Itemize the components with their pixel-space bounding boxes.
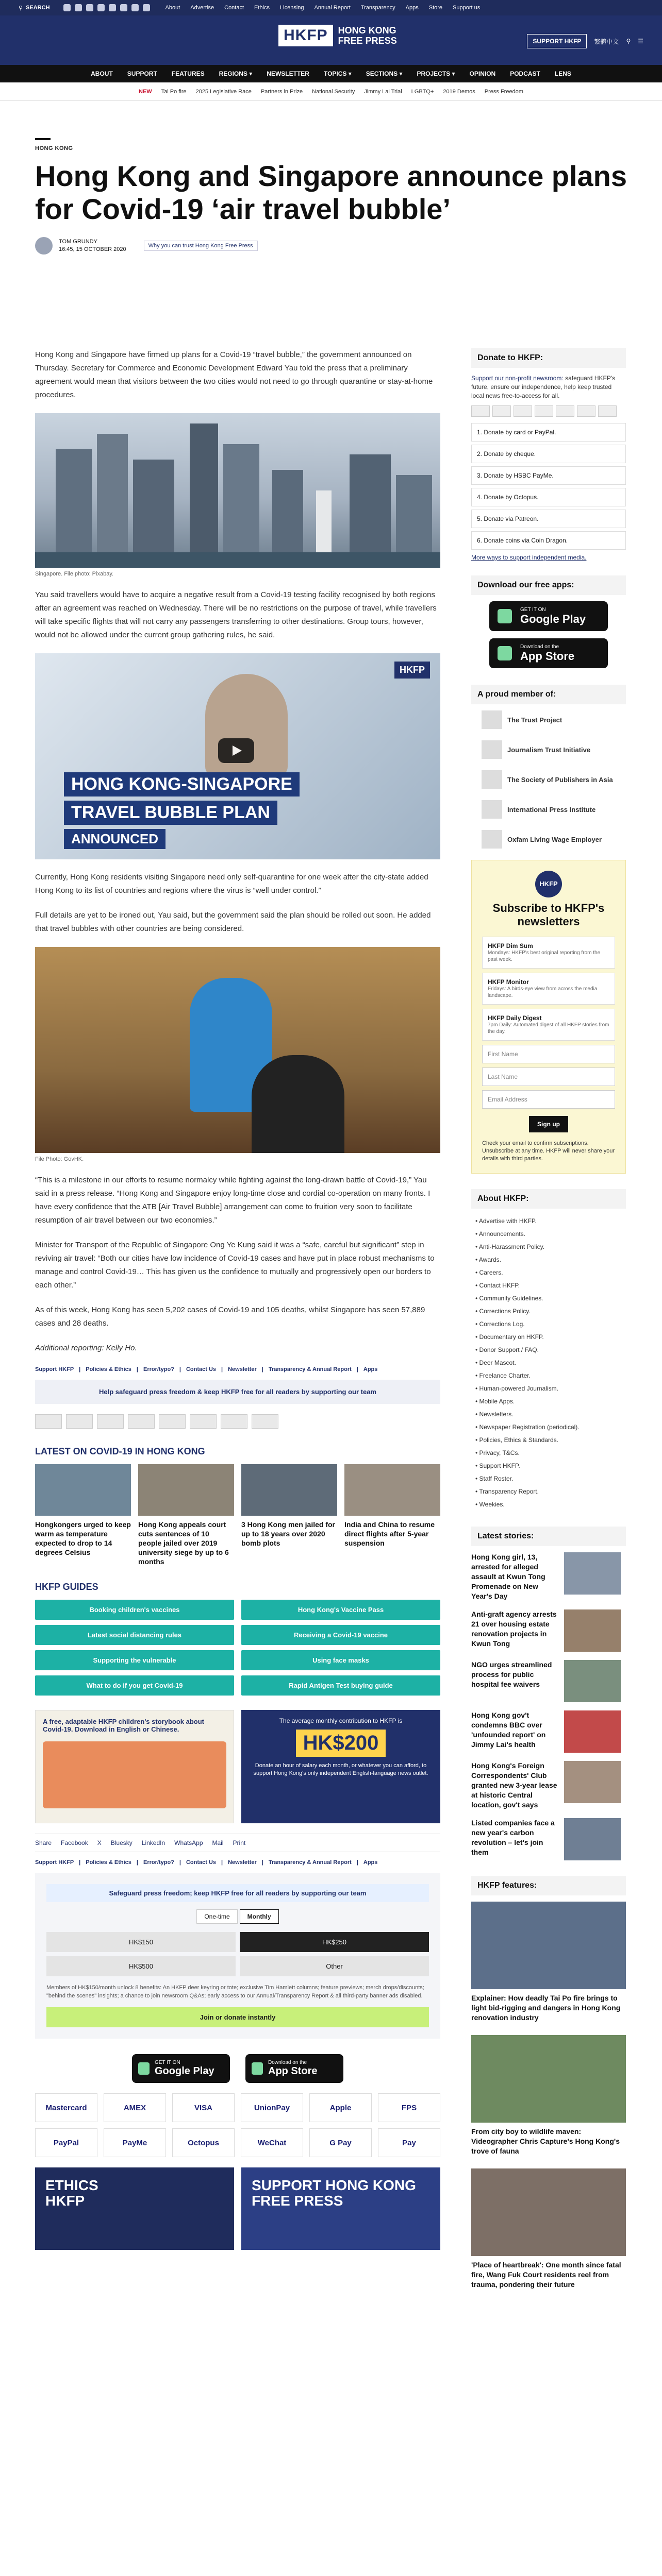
join-button[interactable]: Join or donate instantly bbox=[46, 2007, 429, 2027]
story-item[interactable]: Hong Kong girl, 13, arrested for alleged assault at Kwun Tong Promenade on New Year's Day bbox=[471, 1552, 626, 1601]
donate-option[interactable]: 5. Donate via Patreon. bbox=[471, 510, 626, 528]
gpay-logo: G Pay bbox=[309, 2128, 372, 2157]
trending-link[interactable]: Partners in Prize bbox=[260, 88, 303, 95]
trust-link[interactable]: Why you can trust Hong Kong Free Press bbox=[144, 241, 258, 251]
newsletter-option[interactable]: HKFP Monitor Fridays: A birds-eye view from across the media landscape. bbox=[482, 973, 615, 1005]
share-mail[interactable]: Mail bbox=[212, 1839, 224, 1846]
footer-link[interactable]: Apps bbox=[363, 1859, 378, 1866]
site-logo[interactable] bbox=[278, 25, 397, 46]
latest-card[interactable]: Hong Kong appeals court cuts sentences of 10 people jailed over 2019 university siege by up to 6 months bbox=[138, 1464, 234, 1566]
publish-date: 16:45, 15 OCTOBER 2020 bbox=[59, 246, 126, 252]
paypal-logo: PayPal bbox=[35, 2128, 97, 2157]
about-link[interactable]: • Weekies. bbox=[475, 1498, 626, 1511]
video-logo: HKFP bbox=[394, 662, 430, 679]
features-title: HKFP features: bbox=[471, 1876, 626, 1895]
octopus-logo: Octopus bbox=[172, 2128, 235, 2157]
toplink-support[interactable]: Support us bbox=[453, 5, 481, 11]
footer-link[interactable]: Apps bbox=[363, 1366, 378, 1372]
nav-features[interactable]: FEATURES bbox=[171, 70, 205, 77]
photo-caption: File Photo: GovHK. bbox=[35, 1156, 84, 1162]
nav-projects[interactable]: PROJECTS ▾ bbox=[417, 70, 455, 77]
trust-project-logo bbox=[482, 710, 502, 729]
share-print[interactable]: Print bbox=[233, 1839, 246, 1846]
author-avatar bbox=[35, 237, 53, 255]
contribution-ad[interactable]: The average monthly contribution to HKFP is HK$200 Donate an hour of salary each month, or whatever you can afford, to support Hong Kong's only independent English-language news outlet. bbox=[241, 1710, 440, 1823]
footer-link[interactable]: Transparency & Annual Report bbox=[268, 1859, 352, 1866]
oxfam-logo bbox=[482, 830, 502, 849]
octopus-logo bbox=[252, 1414, 278, 1429]
bluesky-icon[interactable] bbox=[109, 4, 116, 11]
donate-option[interactable]: 4. Donate by Octopus. bbox=[471, 488, 626, 506]
nav-regions[interactable]: REGIONS ▾ bbox=[219, 70, 253, 77]
about-link[interactable]: • Donor Support / FAQ. bbox=[475, 1344, 626, 1357]
unionpay-logo bbox=[159, 1414, 186, 1429]
paragraph: Full details are yet to be ironed out, Yau said, but the government said the plan should be rolled out soon. He added that travel bubbles with other countries are being considered. bbox=[35, 911, 431, 933]
footer-link[interactable]: Policies & Ethics bbox=[86, 1859, 131, 1866]
about-link[interactable]: • Newsletters. bbox=[475, 1408, 626, 1421]
freq-one-time[interactable]: One-time bbox=[196, 1909, 237, 1924]
latest-card[interactable]: Hongkongers urged to keep warm as temperature expected to drop to 14 degrees Celsius bbox=[35, 1464, 131, 1566]
donate-panel-heading: Safeguard press freedom; keep HKFP free for all readers by supporting our team bbox=[46, 1884, 429, 1902]
new-badge: NEW bbox=[139, 88, 152, 95]
visa-logo bbox=[492, 405, 511, 417]
logo-words: HONG KONG FREE PRESS bbox=[338, 25, 397, 46]
trending-link[interactable]: Press Freedom bbox=[484, 88, 523, 95]
story-item[interactable]: NGO urges streamlined process for public hospital fee waivers bbox=[471, 1660, 626, 1702]
instagram-icon[interactable] bbox=[86, 4, 93, 11]
share-facebook[interactable]: Facebook bbox=[61, 1839, 88, 1846]
trending-link[interactable]: LGBTQ+ bbox=[411, 88, 434, 95]
latest-thumb bbox=[35, 1464, 131, 1516]
toplink-licensing[interactable]: Licensing bbox=[280, 5, 304, 11]
paragraph: Currently, Hong Kong residents visiting Singapore need only self-quarantine for one week after the city-state added Hong Kong to its list of countries and regions where the virus is “well under control.” bbox=[35, 873, 428, 895]
apple-logo: Apple bbox=[309, 2093, 372, 2122]
amex-logo bbox=[514, 405, 532, 417]
support-promo[interactable]: SUPPORT HONG KONG FREE PRESS bbox=[241, 2167, 440, 2250]
applepay-logo bbox=[190, 1414, 217, 1429]
email-field[interactable]: Email Address bbox=[482, 1090, 615, 1109]
paragraph: Minister for Transport of the Republic of Singapore Ong Ye Kung said it was a “safe, careful but significant” step in reviving air travel: “Both our cities have low incidence of Covid-19 cases and have put in place robust mechanisms to manage and control Covid-19… This has given us the confidence to mutually and progressively open our borders to each other.” bbox=[35, 1241, 435, 1290]
amount-option[interactable]: HK$150 bbox=[46, 1932, 236, 1952]
masthead bbox=[0, 15, 662, 65]
top-utility-bar bbox=[0, 0, 662, 15]
nav-podcast[interactable]: PODCAST bbox=[510, 70, 540, 77]
byline bbox=[35, 237, 628, 255]
donate-option[interactable]: 2. Donate by cheque. bbox=[471, 445, 626, 463]
paragraph: Additional reporting: Kelly Ho. bbox=[35, 1344, 137, 1352]
freq-monthly[interactable]: Monthly bbox=[240, 1909, 279, 1924]
nav-topics[interactable]: TOPICS ▾ bbox=[323, 70, 352, 77]
about-link[interactable]: • Awards. bbox=[475, 1253, 626, 1266]
article-footer-links: Support HKFP | Policies & Ethics | Error/typo? | Contact Us | Newsletter | Transparency & Annual Report | Apps bbox=[35, 1859, 378, 1866]
footer-link[interactable]: Newsletter bbox=[228, 1859, 257, 1866]
toplink-contact[interactable]: Contact bbox=[224, 5, 244, 11]
about-link[interactable]: • Community Guidelines. bbox=[475, 1292, 626, 1305]
footer-link[interactable]: Error/typo? bbox=[143, 1859, 174, 1866]
singapore-photo bbox=[35, 413, 440, 568]
article-footer-links: Support HKFP | Policies & Ethics | Error/typo? | Contact Us | Newsletter | Transparency & Annual Report | Apps bbox=[35, 1366, 378, 1372]
article-body bbox=[35, 348, 440, 2250]
guide-button[interactable]: Rapid Antigen Test buying guide bbox=[241, 1675, 440, 1696]
video-title: HONG KONG-SINGAPORE TRAVEL BUBBLE PLAN ANNOUNCED bbox=[64, 768, 300, 849]
guide-button[interactable]: Using face masks bbox=[241, 1650, 440, 1670]
story-item[interactable]: Listed companies face a new year's carbon revolution – let's join them bbox=[471, 1818, 626, 1860]
latest-thumb bbox=[344, 1464, 440, 1516]
about-link[interactable]: • Contact HKFP. bbox=[475, 1279, 626, 1292]
fps-logo: FPS bbox=[378, 2093, 440, 2122]
feature-item[interactable]: From city boy to wildlife maven: Videographer Chris Capture's Hong Kong's trove of fauna bbox=[471, 2035, 626, 2156]
about-link[interactable]: • Corrections Policy. bbox=[475, 1305, 626, 1318]
trending-link[interactable]: National Security bbox=[312, 88, 355, 95]
trending-link[interactable]: 2019 Demos bbox=[443, 88, 475, 95]
wechat-logo: WeChat bbox=[241, 2128, 303, 2157]
feature-thumb bbox=[471, 1902, 626, 1989]
promo-ads bbox=[35, 1710, 440, 1823]
story-thumb bbox=[564, 1660, 621, 1702]
toplink-about[interactable]: About bbox=[165, 5, 180, 11]
share-whatsapp[interactable]: WhatsApp bbox=[174, 1839, 203, 1846]
about-link[interactable]: • Advertise with HKFP. bbox=[475, 1215, 626, 1228]
toplink-apps[interactable]: Apps bbox=[405, 5, 419, 11]
newsletter-option[interactable]: HKFP Daily Digest 7pm Daily: Automated digest of all HKFP stories from the day. bbox=[482, 1009, 615, 1041]
newsletter-title: Subscribe to HKFP's newsletters bbox=[492, 902, 605, 928]
promo-row bbox=[35, 2167, 440, 2250]
applepay-logo bbox=[577, 405, 595, 417]
story-thumb bbox=[564, 1552, 621, 1595]
donate-title: Donate to HKFP: bbox=[471, 348, 626, 368]
guide-button[interactable]: Hong Kong's Vaccine Pass bbox=[241, 1600, 440, 1620]
jti-logo bbox=[482, 740, 502, 759]
googlepay-logo bbox=[221, 1414, 247, 1429]
donate-intro: Support our non-profit newsroom: safeguard HKFP's future, ensure our independence, help keep trusted local news free-to-access for all. bbox=[471, 375, 616, 399]
guide-button[interactable]: Receiving a Covid-19 vaccine bbox=[241, 1625, 440, 1645]
x-icon[interactable] bbox=[63, 4, 71, 11]
main-nav bbox=[0, 65, 662, 82]
footer-link[interactable]: Contact Us bbox=[186, 1366, 217, 1372]
signup-button[interactable]: Sign up bbox=[529, 1116, 568, 1132]
about-link[interactable]: • Deer Mascot. bbox=[475, 1357, 626, 1369]
menu-icon[interactable]: ☰ bbox=[638, 38, 643, 45]
latest-section-title: LATEST ON COVID-19 IN HONG KONG bbox=[35, 1446, 205, 1456]
newsletter-option[interactable]: HKFP Dim Sum Mondays: HKFP's best original reporting from the past week. bbox=[482, 937, 615, 969]
author-name[interactable]: TOM GRUNDY bbox=[59, 239, 97, 245]
trending-link[interactable]: 2025 Legislative Race bbox=[195, 88, 252, 95]
article-title: Hong Kong and Singapore announce plans for Covid-19 ‘air travel bubble’ bbox=[35, 160, 627, 225]
more-ways-link[interactable]: More ways to support independent media. bbox=[471, 554, 587, 561]
trending-bar bbox=[0, 82, 662, 101]
youtube-icon[interactable] bbox=[143, 4, 150, 11]
latest-grid bbox=[35, 1464, 440, 1566]
applepay-logo: Pay bbox=[378, 2128, 440, 2157]
about-link[interactable]: • Freelance Charter. bbox=[475, 1369, 626, 1382]
newsletter-note: Check your email to confirm subscriptions. Unsubscribe at any time. HKFP will never share your details with third parties. bbox=[482, 1140, 615, 1162]
storybook-illustration bbox=[43, 1741, 226, 1808]
paragraph: Yau said travellers would have to acquire a negative result from a Covid-19 testing facility recognised by both regions after an agreement was reached on Wednesday. There will be no restrictions on the purpose of travel, while travellers will take specific flights that will not carry any passengers transferring to other destinations. Group tours, however, would not be allowed under the current group gathering rules, he said. bbox=[35, 590, 437, 639]
logo-mark: HKFP bbox=[278, 25, 333, 46]
toplink-ethics[interactable]: Ethics bbox=[254, 5, 270, 11]
payment-logos bbox=[35, 1414, 440, 1429]
article-category[interactable]: HONG KONG bbox=[35, 145, 73, 151]
nav-lens[interactable]: LENS bbox=[554, 70, 571, 77]
story-item[interactable]: Anti-graft agency arrests 21 over housing estate renovation projects in Kwun Tong bbox=[471, 1609, 626, 1652]
about-link[interactable]: • Support HKFP. bbox=[475, 1460, 626, 1472]
about-link[interactable]: • Staff Roster. bbox=[475, 1472, 626, 1485]
support-hkfp-button[interactable]: SUPPORT HKFP bbox=[527, 34, 587, 48]
amex-logo bbox=[97, 1414, 124, 1429]
mastercard-logo: Mastercard bbox=[35, 2093, 97, 2122]
first-name-field[interactable]: First Name bbox=[482, 1045, 615, 1063]
facebook-icon[interactable] bbox=[75, 4, 82, 11]
footer-link[interactable]: Contact Us bbox=[186, 1859, 217, 1866]
about-link[interactable]: • Privacy, T&Cs. bbox=[475, 1447, 626, 1460]
about-link[interactable]: • Careers. bbox=[475, 1266, 626, 1279]
nav-newsletter[interactable]: NEWSLETTER bbox=[267, 70, 309, 77]
guide-button[interactable]: Latest social distancing rules bbox=[35, 1625, 234, 1645]
feature-item[interactable]: Explainer: How deadly Tai Po fire brings to light bid-rigging and dangers in Hong Kong renovation industry bbox=[471, 1902, 626, 2023]
email-icon[interactable] bbox=[120, 4, 127, 11]
payme-logo: PayMe bbox=[104, 2128, 166, 2157]
toplink-store[interactable]: Store bbox=[428, 5, 443, 11]
about-link[interactable]: • Documentary on HKFP. bbox=[475, 1331, 626, 1344]
rss-icon[interactable] bbox=[131, 4, 139, 11]
story-thumb bbox=[564, 1609, 621, 1652]
about-link[interactable]: • Policies, Ethics & Standards. bbox=[475, 1434, 626, 1447]
nav-sections[interactable]: SECTIONS ▾ bbox=[366, 70, 403, 77]
skyline-graphic bbox=[35, 413, 440, 568]
guides-grid bbox=[35, 1600, 440, 1696]
member-logo[interactable]: International Press Institute bbox=[482, 800, 626, 819]
member-title: A proud member of: bbox=[471, 685, 626, 704]
paragraph: As of this week, Hong Kong has seen 5,202 cases of Covid-19 and 105 deaths, whilst Singapore has seen 57,889 cases and 28 deaths. bbox=[35, 1306, 425, 1328]
paragraph: “This is a milestone in our efforts to resume normalcy while fighting against the long-drawn battle of Covid-19,” Yau said in a press release. “Hong Kong and Singapore enjoy long-time close and cordial co-operation on many fronts. I have every confidence that the ATB [Air Travel Bubble] arrangement can come to fruition very soon to facilitate resumption of air travel between our two economies.” bbox=[35, 1176, 431, 1225]
video-embed[interactable] bbox=[35, 653, 440, 859]
donate-panel bbox=[35, 1873, 440, 2039]
paypal-logo bbox=[556, 405, 574, 417]
app-store-badge[interactable]: Download on the App Store bbox=[489, 638, 608, 668]
search-toggle[interactable]: ⚲ SEARCH bbox=[19, 5, 50, 11]
app-store-badge[interactable]: Download on the App Store bbox=[245, 2054, 343, 2083]
donate-option[interactable]: 6. Donate coins via Coin Dragon. bbox=[471, 531, 626, 550]
threads-icon[interactable] bbox=[97, 4, 105, 11]
unionpay-logo bbox=[535, 405, 553, 417]
feature-thumb bbox=[471, 2035, 626, 2123]
visa-logo bbox=[35, 1414, 62, 1429]
amex-logo: AMEX bbox=[104, 2093, 166, 2122]
last-name-field[interactable]: Last Name bbox=[482, 1067, 615, 1086]
nav-opinion[interactable]: OPINION bbox=[469, 70, 496, 77]
amount-option[interactable]: HK$500 bbox=[46, 1956, 236, 1976]
about-link[interactable]: • Announcements. bbox=[475, 1228, 626, 1241]
mastercard-logo bbox=[66, 1414, 93, 1429]
donate-option[interactable]: 3. Donate by HSBC PayMe. bbox=[471, 466, 626, 485]
sopa-logo bbox=[482, 770, 502, 789]
latest-thumb bbox=[138, 1464, 234, 1516]
footer-link[interactable]: Policies & Ethics bbox=[86, 1366, 131, 1372]
feature-item[interactable]: 'Place of heartbreak': One month since fatal fire, Wang Fuk Court residents reel from trauma, pondering their future bbox=[471, 2168, 626, 2290]
share-bar bbox=[35, 1834, 440, 1852]
sidebar bbox=[471, 348, 626, 2302]
about-list bbox=[471, 1215, 626, 1511]
story-item[interactable]: Hong Kong gov't condemns BBC over 'unfounded report' on Jimmy Lai's health bbox=[471, 1710, 626, 1753]
sidebar-payment-logos bbox=[471, 405, 626, 417]
member-logo[interactable]: The Trust Project bbox=[482, 710, 626, 729]
story-thumb bbox=[564, 1818, 621, 1860]
testing-photo bbox=[35, 947, 440, 1153]
share-bluesky[interactable]: Bluesky bbox=[110, 1839, 133, 1846]
share-x[interactable]: X bbox=[97, 1839, 102, 1846]
amount-option[interactable]: Other bbox=[240, 1956, 429, 1976]
footer-link[interactable]: Support HKFP bbox=[35, 1366, 74, 1372]
apps-title: Download our free apps: bbox=[471, 575, 626, 595]
nav-about[interactable]: ABOUT bbox=[91, 70, 113, 77]
newsletter-signup bbox=[471, 860, 626, 1174]
newsletter-logo: HKFP bbox=[535, 871, 562, 897]
member-benefits-note: Members of HK$150/month unlock 8 benefits: An HKFP deer keyring or tote; exclusive Tim Hamlett columns; feature previews; merch drops/discounts; "behind the scenes" insights; a chance to join newsroom Q&As; early access to our Annual/Transparency Report & all third-party banner ads disabled. bbox=[46, 1985, 424, 1999]
storybook-ad[interactable]: A free, adaptable HKFP children's storybook about Covid-19. Download in English or Chinese. bbox=[35, 1710, 234, 1823]
play-icon[interactable] bbox=[218, 738, 254, 763]
story-thumb bbox=[564, 1761, 621, 1803]
guides-section-title: HKFP GUIDES bbox=[35, 1582, 98, 1592]
amount-option-selected[interactable]: HK$250 bbox=[240, 1932, 429, 1952]
paragraph: Hong Kong and Singapore have firmed up plans for a Covid-19 “travel bubble,” the government announced on Thursday. Secretary for Commerce and Economic Development Edward Yau told the press that a preliminary agreement would mean that visitors between the two cities would not need to go through quarantine or stay-at-home procedures. bbox=[35, 350, 433, 399]
toplink-annual-report[interactable]: Annual Report bbox=[314, 5, 351, 11]
latest-card[interactable]: 3 Hong Kong men jailed for up to 18 years over 2020 bomb plots bbox=[241, 1464, 337, 1566]
latest-card[interactable]: India and China to resume direct flights after 5-year suspension bbox=[344, 1464, 440, 1566]
guide-button[interactable]: Booking children's vaccines bbox=[35, 1600, 234, 1620]
google-play-badge[interactable]: GET IT ON Google Play bbox=[132, 2054, 230, 2083]
support-banner[interactable]: Help safeguard press freedom & keep HKFP free for all readers by supporting our team bbox=[35, 1380, 440, 1404]
footer-link[interactable]: Newsletter bbox=[228, 1366, 257, 1372]
about-link[interactable]: • Transparency Report. bbox=[475, 1485, 626, 1498]
paypal-logo bbox=[128, 1414, 155, 1429]
nav-support[interactable]: SUPPORT bbox=[127, 70, 157, 77]
social-icons bbox=[63, 4, 150, 11]
footer-link[interactable]: Transparency & Annual Report bbox=[268, 1366, 352, 1372]
guide-button[interactable]: What to do if you get Covid-19 bbox=[35, 1675, 234, 1696]
about-title: About HKFP: bbox=[471, 1189, 626, 1209]
toplink-transparency[interactable]: Transparency bbox=[360, 5, 395, 11]
about-link[interactable]: • Newspaper Registration (periodical). bbox=[475, 1421, 626, 1434]
donate-option[interactable]: 1. Donate by card or PayPal. bbox=[471, 423, 626, 442]
ipi-logo bbox=[482, 800, 502, 819]
member-logo[interactable]: The Society of Publishers in Asia bbox=[482, 770, 626, 789]
frequency-toggle bbox=[46, 1909, 429, 1924]
donate-intro-link[interactable]: Support our non-profit newsroom: bbox=[471, 375, 564, 382]
feature-thumb bbox=[471, 2168, 626, 2256]
category-rule bbox=[35, 138, 51, 140]
story-item[interactable]: Hong Kong's Foreign Correspondents' Club granted new 3-year lease at historic Central location, gov't says bbox=[471, 1761, 626, 1810]
toplink-advertise[interactable]: Advertise bbox=[190, 5, 214, 11]
search-icon: ⚲ bbox=[19, 5, 23, 11]
member-logo[interactable]: Oxfam Living Wage Employer bbox=[482, 830, 626, 849]
language-switch[interactable]: 繁體中文 bbox=[594, 38, 619, 45]
latest-stories-title: Latest stories: bbox=[471, 1527, 626, 1546]
footer-link[interactable]: Error/typo? bbox=[143, 1366, 174, 1372]
share-linkedin[interactable]: LinkedIn bbox=[141, 1839, 166, 1846]
photo-caption: Singapore. File photo: Pixabay. bbox=[35, 571, 114, 577]
article-header bbox=[35, 138, 628, 255]
trending-link[interactable]: Jimmy Lai Trial bbox=[364, 88, 402, 95]
payment-methods-grid bbox=[35, 2093, 440, 2157]
unionpay-logo: UnionPay bbox=[241, 2093, 303, 2122]
app-store-row bbox=[35, 2054, 440, 2083]
about-link[interactable]: • Anti-Harassment Policy. bbox=[475, 1241, 626, 1253]
google-play-badge[interactable]: GET IT ON Google Play bbox=[489, 601, 608, 631]
about-link[interactable]: • Mobile Apps. bbox=[475, 1395, 626, 1408]
story-thumb bbox=[564, 1710, 621, 1753]
trending-link[interactable]: Tai Po fire bbox=[161, 88, 187, 95]
search-icon[interactable]: ⚲ bbox=[626, 38, 631, 45]
amount-options bbox=[46, 1932, 429, 1976]
mastercard-logo bbox=[471, 405, 490, 417]
googlepay-logo bbox=[598, 405, 617, 417]
guide-button[interactable]: Supporting the vulnerable bbox=[35, 1650, 234, 1670]
share-label: Share bbox=[35, 1839, 52, 1846]
person-figure bbox=[252, 1055, 344, 1153]
visa-logo: VISA bbox=[172, 2093, 235, 2122]
ethics-promo[interactable]: ETHICS HKFP bbox=[35, 2167, 234, 2250]
footer-link[interactable]: Support HKFP bbox=[35, 1859, 74, 1866]
latest-thumb bbox=[241, 1464, 337, 1516]
about-link[interactable]: • Corrections Log. bbox=[475, 1318, 626, 1331]
member-logo[interactable]: Journalism Trust Initiative bbox=[482, 740, 626, 759]
about-link[interactable]: • Human-powered Journalism. bbox=[475, 1382, 626, 1395]
